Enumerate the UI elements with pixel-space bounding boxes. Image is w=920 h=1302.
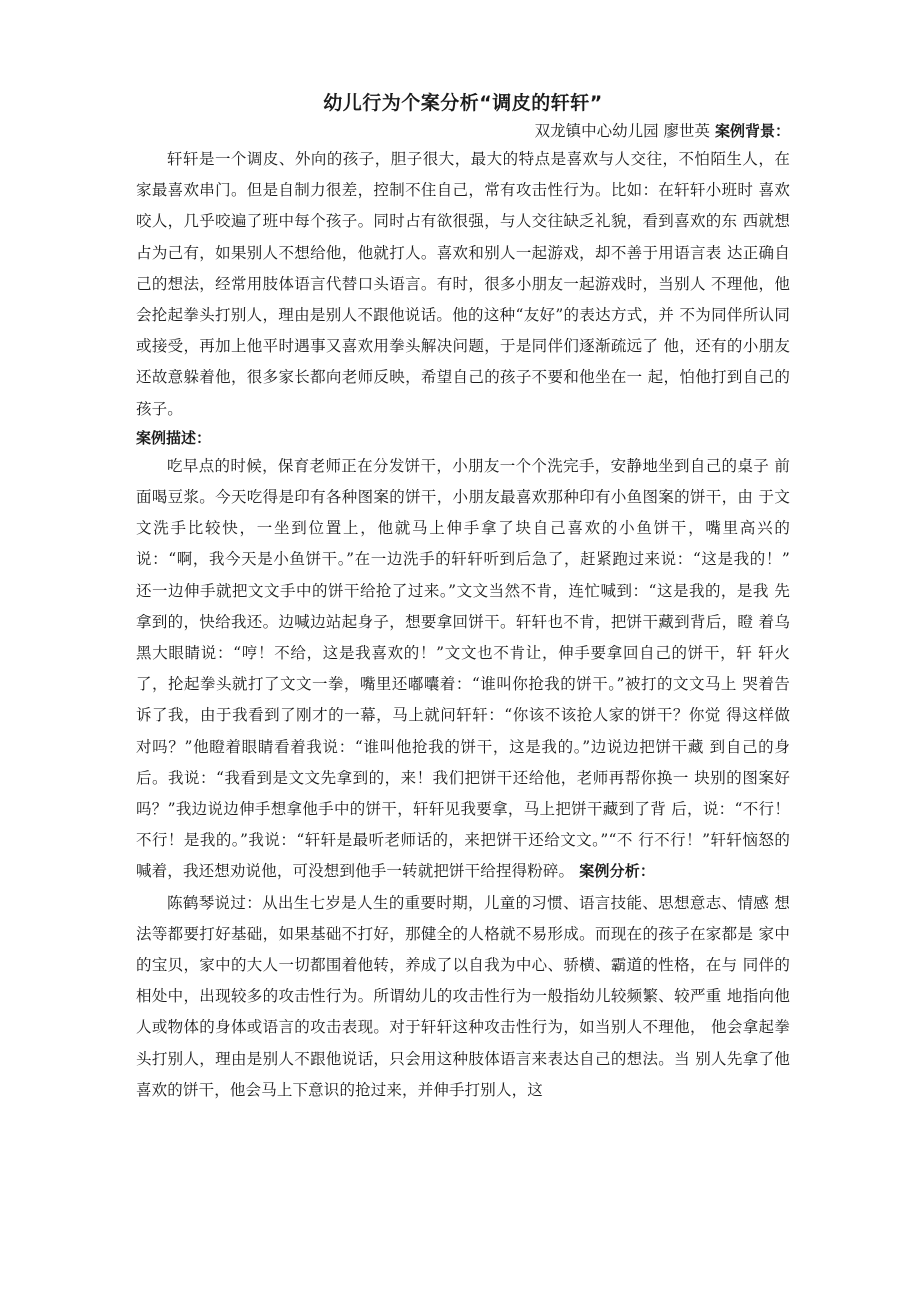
- author-name: 双龙镇中心幼儿园 廖世英: [534, 122, 711, 140]
- section-heading-background: 案例背景：: [714, 122, 790, 140]
- paragraph-background: 轩轩是一个调皮、外向的孩子，胆子很大，最大的特点是喜欢与人交往，不怕陌生人，在家最喜欢串门。但是自制力很差，控制不住自己，常有攻击性行为。比如：在轩轩小班时 喜欢咬人，几乎咬遍了班中每个孩子。同时占有欲很强，与人交往缺乏礼貌，看到喜欢的东 西就想占为己有，如果别人不想给他，他就打人。喜欢和别人一起游戏，却不善于用语言表 达正确自己的想法，经常用肢体语言代替口头语言。有时，很多小朋友一起游戏时，当别人 不理他，他会抡起拳头打别人，理由是别人不跟他说话。他的这种“友好”的表达方式，并 不为同伴所认同或接受，再加上他平时遇事又喜欢用拳头解决问题，于是同伴们逐渐疏远了 他，还有的小朋友还故意躲着他，很多家长都向老师反映，希望自己的孩子不要和他坐在一 起，怕他打到自己的孩子。: [136, 150, 790, 418]
- paragraph-description: [136, 451, 790, 888]
- document-title: 幼儿行为个案分析“调皮的轩轩”: [323, 92, 603, 114]
- author-line: [136, 118, 790, 144]
- document-page: [136, 88, 790, 1106]
- section-heading-analysis: 案例分析：: [579, 862, 656, 881]
- paragraph-analysis: 陈鹤琴说过：从出生七岁是人生的重要时期，儿童的习惯、语言技能、思想意志、情感 想法等都要打好基础，如果基础不打好，那健全的人格就不易形成。而现在的孩子在家都是 家中的宝贝，家中的大人一切都围着他转，养成了以自我为中心、骄横、霸道的性格，在与 同伴的相处中，出现较多的攻击性行为。所谓幼儿的攻击性行为一般指幼儿较频繁、较严重 地指向他人或物体的身体或语言的攻击表现。对于轩轩这种攻击性行为，如当别人不理他， 他会拿起拳头打别人，理由是别人不跟他说话，只会用这种肢体语言来表达自己的想法。当 别人先拿了他喜欢的饼干，他会马上下意识的抢过来，并伸手打别人，这: [136, 893, 790, 1099]
- section-heading-description: 案例描述：: [136, 428, 212, 447]
- paragraph-description-text: 吃早点的时候，保育老师正在分发饼干，小朋友一个个洗完手，安静地坐到自己的桌子 前面喝豆浆。今天吃得是印有各种图案的饼干，小朋友最喜欢那种印有小鱼图案的饼干，由 于文文洗手比较快，一坐到位置上，他就马上伸手拿了块自己喜欢的小鱼饼干，嘴里高兴的 说：“啊，我今天是小鱼饼干。”在一边洗手的轩轩听到后急了，赶紧跑过来说：“这是我的！” 还一边伸手就把文文手中的饼干给抢了过来。”文文当然不肯，连忙喊到：“这是我的，是我 先拿到的，快给我还。边喊边站起身子，想要拿回饼干。轩轩也不肯，把饼干藏到背后，瞪 着乌黑大眼睛说：“哼！不给，这是我喜欢的！”文文也不肯让，伸手要拿回自己的饼干，轩 轩火了，抡起拳头就打了文文一拳，嘴里还嘟囔着：“谁叫你抢我的饼干。”被打的文文马上 哭着告诉了我，由于我看到了刚才的一幕，马上就问轩轩：“你该不该抢人家的饼干？你觉 得这样做对吗？”他瞪着眼睛看着我说：“谁叫他抢我的饼干，这是我的。”边说边把饼干藏 到自己的身后。我说：“我看到是文文先拿到的，来！我们把饼干还给他，老师再帮你换一 块别的图案好吗？”我边说边伸手想拿他手中的饼干，轩轩见我要拿，马上把饼干藏到了背 后，说：“不行！不行！是我的。”我说：“轩轩是最听老师话的，来把饼干还给文文。”“不 行不行！”轩轩恼怒的喊着，我还想劝说他，可没想到他手一转就把饼干给捏得粉碎。: [136, 456, 790, 881]
